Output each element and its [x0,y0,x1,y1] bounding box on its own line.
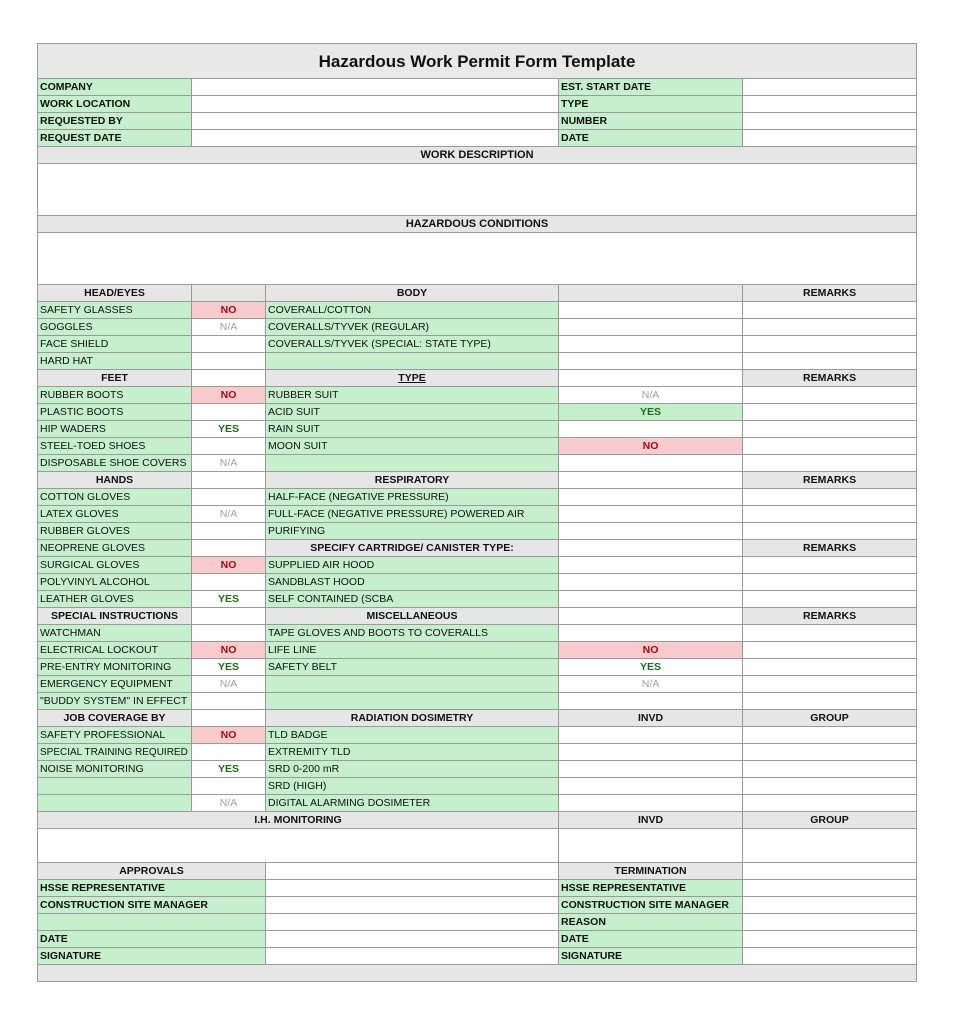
goggles-value[interactable]: N/A [192,319,266,336]
invd-header: INVD [559,710,743,727]
noise-monitoring-label: NOISE MONITORING [38,761,192,778]
buddy-system-value[interactable] [192,693,266,710]
form-footer [38,965,917,982]
approval-hsse-label: HSSE REPRESENTATIVE [38,880,266,897]
invd-field[interactable] [559,778,743,795]
form-title: Hazardous Work Permit Form Template [38,44,917,79]
approvals-header: APPROVALS [38,863,266,880]
job-empty-label [38,778,192,795]
rubber-suit-value[interactable]: N/A [559,387,743,404]
termination-reason-label: REASON [559,914,743,931]
hazardous-conditions-field[interactable] [38,233,917,285]
remarks-field[interactable] [743,421,917,438]
tld-badge-label: TLD BADGE [266,727,559,744]
type-header: TYPE [266,370,559,387]
request-date-label: REQUEST DATE [38,130,192,147]
termination-date-field[interactable] [743,931,917,948]
cartridge-header: SPECIFY CARTRIDGE/ CANISTER TYPE: [266,540,559,557]
full-face-label: FULL-FACE (NEGATIVE PRESSURE) POWERED AIR [266,506,559,523]
misc-empty-value[interactable] [559,693,743,710]
rubber-gloves-label: RUBBER GLOVES [38,523,192,540]
safety-glasses-label: SAFETY GLASSES [38,302,192,319]
sandblast-hood-label: SANDBLAST HOOD [266,574,559,591]
body-value-header [559,285,743,302]
watchman-label: WATCHMAN [38,625,192,642]
work-location-field[interactable] [192,96,559,113]
electrical-lockout-label: ELECTRICAL LOCKOUT [38,642,192,659]
company-field[interactable] [192,79,559,96]
feet-value-header [192,370,266,387]
cartridge-value-header [559,540,743,557]
coverall-cotton-value[interactable] [559,302,743,319]
misc-empty-value[interactable]: N/A [559,676,743,693]
disposable-shoe-covers-label: DISPOSABLE SHOE COVERS [38,455,192,472]
remarks-field[interactable] [743,557,917,574]
ih-invd-field[interactable] [559,829,743,863]
emergency-equipment-value[interactable]: N/A [192,676,266,693]
purifying-label: PURIFYING [266,523,559,540]
approval-hsse-field[interactable] [266,880,559,897]
face-shield-label: FACE SHIELD [38,336,192,353]
remarks-field[interactable] [743,574,917,591]
approval-signature-field[interactable] [266,948,559,965]
type-label: TYPE [559,96,743,113]
plastic-boots-value[interactable] [192,404,266,421]
ih-group-field[interactable] [743,829,917,863]
acid-suit-label: ACID SUIT [266,404,559,421]
group-header: GROUP [743,710,917,727]
special-instructions-header: SPECIAL INSTRUCTIONS [38,608,192,625]
number-field[interactable] [743,113,917,130]
remarks-field[interactable] [743,591,917,608]
safety-belt-value[interactable]: YES [559,659,743,676]
remarks-field[interactable] [743,625,917,642]
group-field[interactable] [743,761,917,778]
self-contained-value[interactable] [559,591,743,608]
respiratory-value-header [559,472,743,489]
steel-toed-shoes-value[interactable] [192,438,266,455]
approval-date-label: DATE [38,931,266,948]
work-description-field[interactable] [38,164,917,216]
special-value-header [192,608,266,625]
job-empty-value[interactable] [192,778,266,795]
group-field[interactable] [743,744,917,761]
digital-alarming-dosimeter-label: DIGITAL ALARMING DOSIMETER [266,795,559,812]
polyvinyl-alcohol-value[interactable] [192,574,266,591]
invd-field[interactable] [559,795,743,812]
number-label: NUMBER [559,113,743,130]
buddy-system-label: "BUDDY SYSTEM" IN EFFECT [38,693,192,710]
watchman-value[interactable] [192,625,266,642]
respiratory-header: RESPIRATORY [266,472,559,489]
approvals-spacer [266,863,559,880]
remarks-header: REMARKS [743,472,917,489]
srd-0-200-label: SRD 0-200 mR [266,761,559,778]
remarks-field[interactable] [743,319,917,336]
remarks-header: REMARKS [743,285,917,302]
leather-gloves-value[interactable]: YES [192,591,266,608]
est-start-date-field[interactable] [743,79,917,96]
head-eyes-header: HEAD/EYES [38,285,192,302]
job-empty-label [38,795,192,812]
remarks-field[interactable] [743,659,917,676]
remarks-field[interactable] [743,489,917,506]
remarks-field[interactable] [743,336,917,353]
half-face-label: HALF-FACE (NEGATIVE PRESSURE) [266,489,559,506]
approval-empty-field[interactable] [266,914,559,931]
termination-header: TERMINATION [559,863,743,880]
group-field[interactable] [743,727,917,744]
emergency-equipment-label: EMERGENCY EQUIPMENT [38,676,192,693]
coveralls-tyvek-special-value[interactable] [559,336,743,353]
tape-gloves-label: TAPE GLOVES AND BOOTS TO COVERALLS [266,625,559,642]
remarks-field[interactable] [743,642,917,659]
remarks-header: REMARKS [743,540,917,557]
head-eyes-value-header [192,285,266,302]
hard-hat-label: HARD HAT [38,353,192,370]
hazardous-work-permit-form [37,43,917,982]
body-header: BODY [266,285,559,302]
safety-glasses-value[interactable]: NO [192,302,266,319]
job-empty-value[interactable]: N/A [192,795,266,812]
est-start-date-label: EST. START DATE [559,79,743,96]
rubber-boots-label: RUBBER BOOTS [38,387,192,404]
disposable-shoe-covers-value[interactable]: N/A [192,455,266,472]
moon-suit-value[interactable]: NO [559,438,743,455]
group-field[interactable] [743,778,917,795]
work-description-header: WORK DESCRIPTION [38,147,917,164]
surgical-gloves-label: SURGICAL GLOVES [38,557,192,574]
remarks-header: REMARKS [743,608,917,625]
face-shield-value[interactable] [192,336,266,353]
noise-monitoring-value[interactable]: YES [192,761,266,778]
company-label: COMPANY [38,79,192,96]
remarks-field[interactable] [743,455,917,472]
latex-gloves-label: LATEX GLOVES [38,506,192,523]
rubber-boots-value[interactable]: NO [192,387,266,404]
approval-date-field[interactable] [266,931,559,948]
hard-hat-value[interactable] [192,353,266,370]
coveralls-tyvek-regular-label: COVERALLS/TYVEK (REGULAR) [266,319,559,336]
requested-by-label: REQUESTED BY [38,113,192,130]
misc-value-header [559,608,743,625]
type-field[interactable] [743,96,917,113]
termination-reason-field[interactable] [743,914,917,931]
remarks-field[interactable] [743,404,917,421]
miscellaneous-header: MISCELLANEOUS [266,608,559,625]
body-empty-value[interactable] [559,353,743,370]
ih-monitoring-field[interactable] [38,829,559,863]
remarks-field[interactable] [743,676,917,693]
hands-header: HANDS [38,472,192,489]
job-coverage-header: JOB COVERAGE BY [38,710,192,727]
sandblast-hood-value[interactable] [559,574,743,591]
termination-signature-label: SIGNATURE [559,948,743,965]
group-field[interactable] [743,795,917,812]
termination-date-label: DATE [559,931,743,948]
coveralls-tyvek-special-label: COVERALLS/TYVEK (SPECIAL: STATE TYPE) [266,336,559,353]
coverall-cotton-label: COVERALL/COTTON [266,302,559,319]
termination-site-manager-label: CONSTRUCTION SITE MANAGER [559,897,743,914]
hazardous-conditions-header: HAZARDOUS CONDITIONS [38,216,917,233]
neoprene-gloves-value[interactable] [192,540,266,557]
termination-spacer [743,863,917,880]
requested-by-field[interactable] [192,113,559,130]
invd-field[interactable] [559,727,743,744]
special-training-label: SPECIAL TRAINING REQUIRED [38,744,192,761]
half-face-value[interactable] [559,489,743,506]
misc-empty-label [266,676,559,693]
remarks-header: REMARKS [743,370,917,387]
steel-toed-shoes-label: STEEL-TOED SHOES [38,438,192,455]
type-value-header [559,370,743,387]
remarks-field[interactable] [743,438,917,455]
tape-gloves-value[interactable] [559,625,743,642]
supplied-air-hood-label: SUPPLIED AIR HOOD [266,557,559,574]
remarks-field[interactable] [743,302,917,319]
cotton-gloves-value[interactable] [192,489,266,506]
acid-suit-value[interactable]: YES [559,404,743,421]
remarks-field[interactable] [743,353,917,370]
misc-empty-label [266,693,559,710]
remarks-field[interactable] [743,693,917,710]
life-line-label: LIFE LINE [266,642,559,659]
termination-signature-field[interactable] [743,948,917,965]
moon-suit-label: MOON SUIT [266,438,559,455]
hands-value-header [192,472,266,489]
hip-waders-label: HIP WADERS [38,421,192,438]
group-header: GROUP [743,812,917,829]
goggles-label: GOGGLES [38,319,192,336]
termination-hsse-label: HSSE REPRESENTATIVE [559,880,743,897]
termination-hsse-field[interactable] [743,880,917,897]
rain-suit-value[interactable] [559,421,743,438]
plastic-boots-label: PLASTIC BOOTS [38,404,192,421]
remarks-field[interactable] [743,387,917,404]
safety-belt-label: SAFETY BELT [266,659,559,676]
approval-site-manager-label: CONSTRUCTION SITE MANAGER [38,897,266,914]
body-empty-label [266,353,559,370]
approval-signature-label: SIGNATURE [38,948,266,965]
ih-monitoring-header: I.H. MONITORING [38,812,559,829]
electrical-lockout-value[interactable]: NO [192,642,266,659]
special-training-value[interactable] [192,744,266,761]
rubber-suit-label: RUBBER SUIT [266,387,559,404]
safety-professional-label: SAFETY PROFESSIONAL [38,727,192,744]
date-field[interactable] [743,130,917,147]
remarks-field[interactable] [743,523,917,540]
rain-suit-label: RAIN SUIT [266,421,559,438]
termination-site-manager-field[interactable] [743,897,917,914]
leather-gloves-label: LEATHER GLOVES [38,591,192,608]
latex-gloves-value[interactable]: N/A [192,506,266,523]
remarks-field[interactable] [743,506,917,523]
pre-entry-monitoring-label: PRE-ENTRY MONITORING [38,659,192,676]
job-value-header [192,710,266,727]
request-date-field[interactable] [192,130,559,147]
cotton-gloves-label: COTTON GLOVES [38,489,192,506]
pre-entry-monitoring-value[interactable]: YES [192,659,266,676]
hip-waders-value[interactable]: YES [192,421,266,438]
safety-professional-value[interactable]: NO [192,727,266,744]
surgical-gloves-value[interactable]: NO [192,557,266,574]
type-empty-label [266,455,559,472]
neoprene-gloves-label: NEOPRENE GLOVES [38,540,192,557]
polyvinyl-alcohol-label: POLYVINYL ALCOHOL [38,574,192,591]
rubber-gloves-value[interactable] [192,523,266,540]
supplied-air-hood-value[interactable] [559,557,743,574]
radiation-dosimetry-header: RADIATION DOSIMETRY [266,710,559,727]
approval-site-manager-field[interactable] [266,897,559,914]
invd-header: INVD [559,812,743,829]
invd-field[interactable] [559,744,743,761]
full-face-value[interactable] [559,506,743,523]
purifying-value[interactable] [559,523,743,540]
extremity-tld-label: EXTREMITY TLD [266,744,559,761]
feet-header: FEET [38,370,192,387]
self-contained-label: SELF CONTAINED (SCBA [266,591,559,608]
invd-field[interactable] [559,761,743,778]
type-empty-value[interactable] [559,455,743,472]
approval-empty-label [38,914,266,931]
coveralls-tyvek-regular-value[interactable] [559,319,743,336]
date-label: DATE [559,130,743,147]
srd-high-label: SRD (HIGH) [266,778,559,795]
work-location-label: WORK LOCATION [38,96,192,113]
life-line-value[interactable]: NO [559,642,743,659]
